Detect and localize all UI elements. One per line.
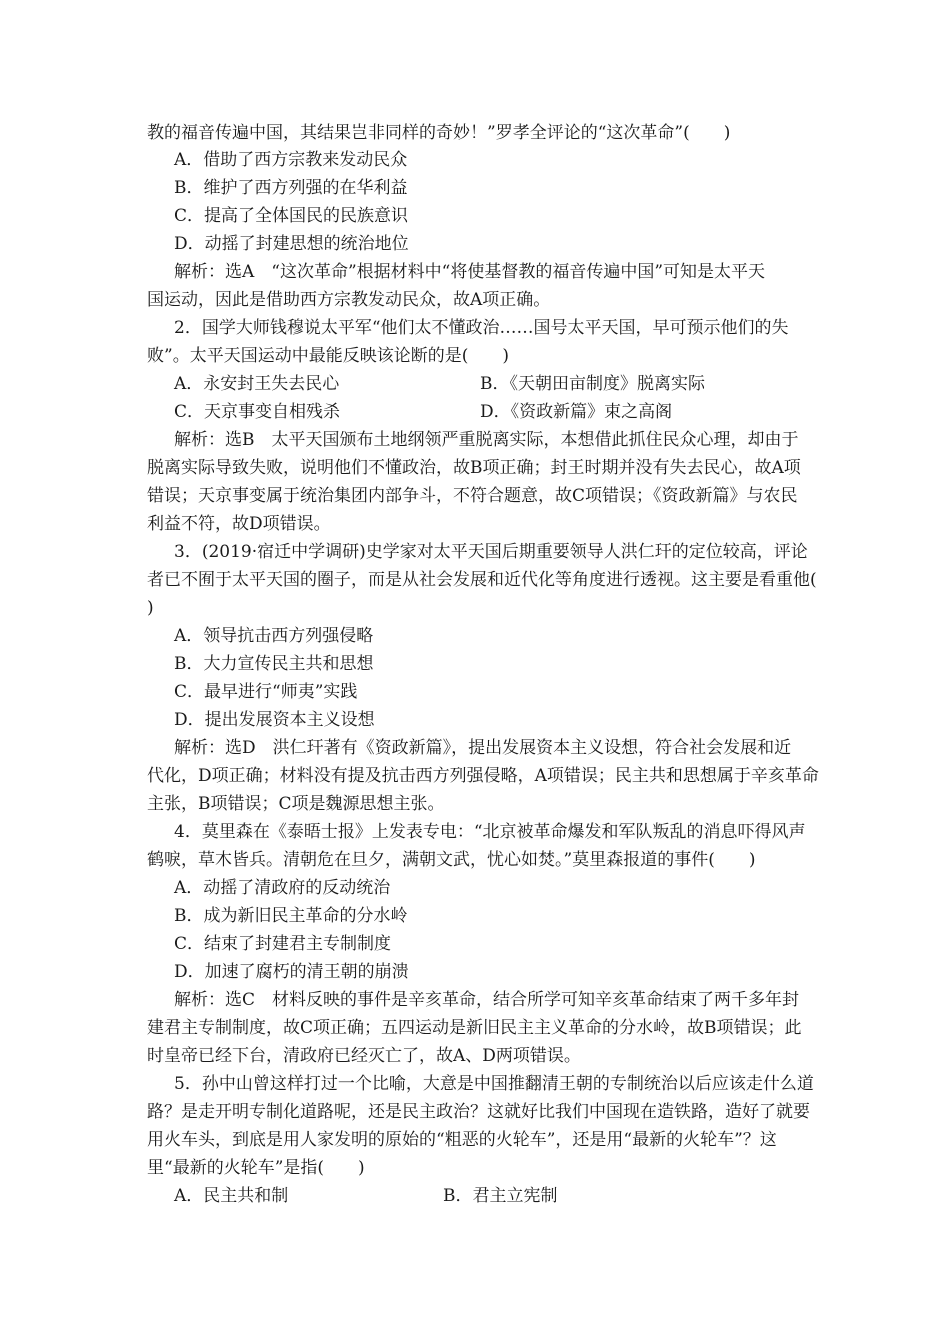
q4-option-a: A．动摇了清政府的反动统治 [174,878,391,898]
q3-option-c: C．最早进行“师夷”实践 [174,682,358,702]
q2-analysis-line: 错误；天京事变属于统治集团内部争斗，不符合题意，故C项错误；《资政新篇》与农民 [147,486,798,506]
q4-stem-line: 4．莫里森在《泰晤士报》上发表专电：“北京被革命爆发和军队叛乱的消息吓得风声 [174,822,806,842]
q2-option-b: B．《天朝田亩制度》脱离实际 [480,374,705,394]
q2-analysis-line: 脱离实际导致失败，说明他们不懂政治，故B项正确；封王时期并没有失去民心，故A项 [147,458,801,478]
intro-line: 教的福音传遍中国，其结果岂非同样的奇妙！”罗孝全评论的“这次革命”( ) [147,123,731,143]
q5-stem-line: 5．孙中山曾这样打过一个比喻，大意是中国推翻清王朝的专制统治以后应该走什么道 [174,1074,814,1094]
q3-option-b: B．大力宣传民主共和思想 [174,654,374,674]
q4-analysis-line: 时皇帝已经下台，清政府已经灭亡了，故A、D两项错误。 [147,1046,581,1066]
q1-option-a: A．借助了西方宗教来发动民众 [174,150,408,170]
q5-option-b: B．君主立宪制 [443,1186,558,1206]
q1-option-d: D．动摇了封建思想的统治地位 [174,234,409,254]
q2-stem-line: 败”。太平天国运动中最能反映该论断的是( ) [147,346,509,366]
q5-option-a: A．民主共和制 [174,1186,289,1206]
q2-analysis-line: 解析：选B 太平天国颁布土地纲领严重脱离实际，本想借此抓住民众心理，却由于 [174,430,799,450]
q3-analysis-line: 主张，B项错误；C项是魏源思想主张。 [147,794,445,814]
q1-analysis-line: 解析：选A “这次革命”根据材料中“将使基督教的福音传遍中国”可知是太平天 [174,262,766,282]
q3-analysis-line: 解析：选D 洪仁玕著有《资政新篇》，提出发展资本主义设想，符合社会发展和近 [174,738,792,758]
q1-option-c: C．提高了全体国民的民族意识 [174,206,409,226]
q5-stem-line: 里“最新的火轮车”是指( ) [147,1158,365,1178]
q2-option-a: A．永安封王失去民心 [174,374,340,394]
q3-analysis-line: 代化，D项正确；材料没有提及抗击西方列强侵略，A项错误；民主共和思想属于辛亥革命 [147,766,819,786]
q1-analysis-line: 国运动，因此是借助西方宗教发动民众，故A项正确。 [147,290,551,310]
q3-stem-line: ) [147,598,154,618]
q3-stem-line: 者已不囿于太平天国的圈子，而是从社会发展和近代化等角度进行透视。这主要是看重他( [147,570,817,590]
q5-stem-line: 用火车头，到底是用人家发明的原始的“粗恶的火轮车”，还是用“最新的火轮车”？这 [147,1130,777,1150]
q3-option-a: A．领导抗击西方列强侵略 [174,626,374,646]
q2-option-c: C．天京事变自相残杀 [174,402,341,422]
q4-option-c: C．结束了封建君主专制制度 [174,934,392,954]
q4-stem-line: 鹤唳，草木皆兵。清朝危在旦夕，满朝文武，忧心如焚。”莫里森报道的事件( ) [147,850,756,870]
q1-option-b: B．维护了西方列强的在华利益 [174,178,408,198]
q2-analysis-line: 利益不符，故D项错误。 [147,514,331,534]
q3-stem-line: 3．(2019·宿迁中学调研)史学家对太平天国后期重要领导人洪仁玕的定位较高，评论 [174,542,808,562]
q4-option-b: B．成为新旧民主革命的分水岭 [174,906,408,926]
q2-option-d: D．《资政新篇》束之高阁 [480,402,673,422]
q4-option-d: D．加速了腐朽的清王朝的崩溃 [174,962,409,982]
q2-stem-line: 2．国学大师钱穆说太平军“他们太不懂政治……国号太平天国，早可预示他们的失 [174,318,789,338]
q4-analysis-line: 建君主专制制度，故C项正确；五四运动是新旧民主主义革命的分水岭，故B项错误；此 [147,1018,802,1038]
q3-option-d: D．提出发展资本主义设想 [174,710,375,730]
q5-stem-line: 路？是走开明专制化道路呢，还是民主政治？这就好比我们中国现在造铁路，造好了就要 [147,1102,810,1122]
q4-analysis-line: 解析：选C 材料反映的事件是辛亥革命，结合所学可知辛亥革命结束了两千多年封 [174,990,800,1010]
